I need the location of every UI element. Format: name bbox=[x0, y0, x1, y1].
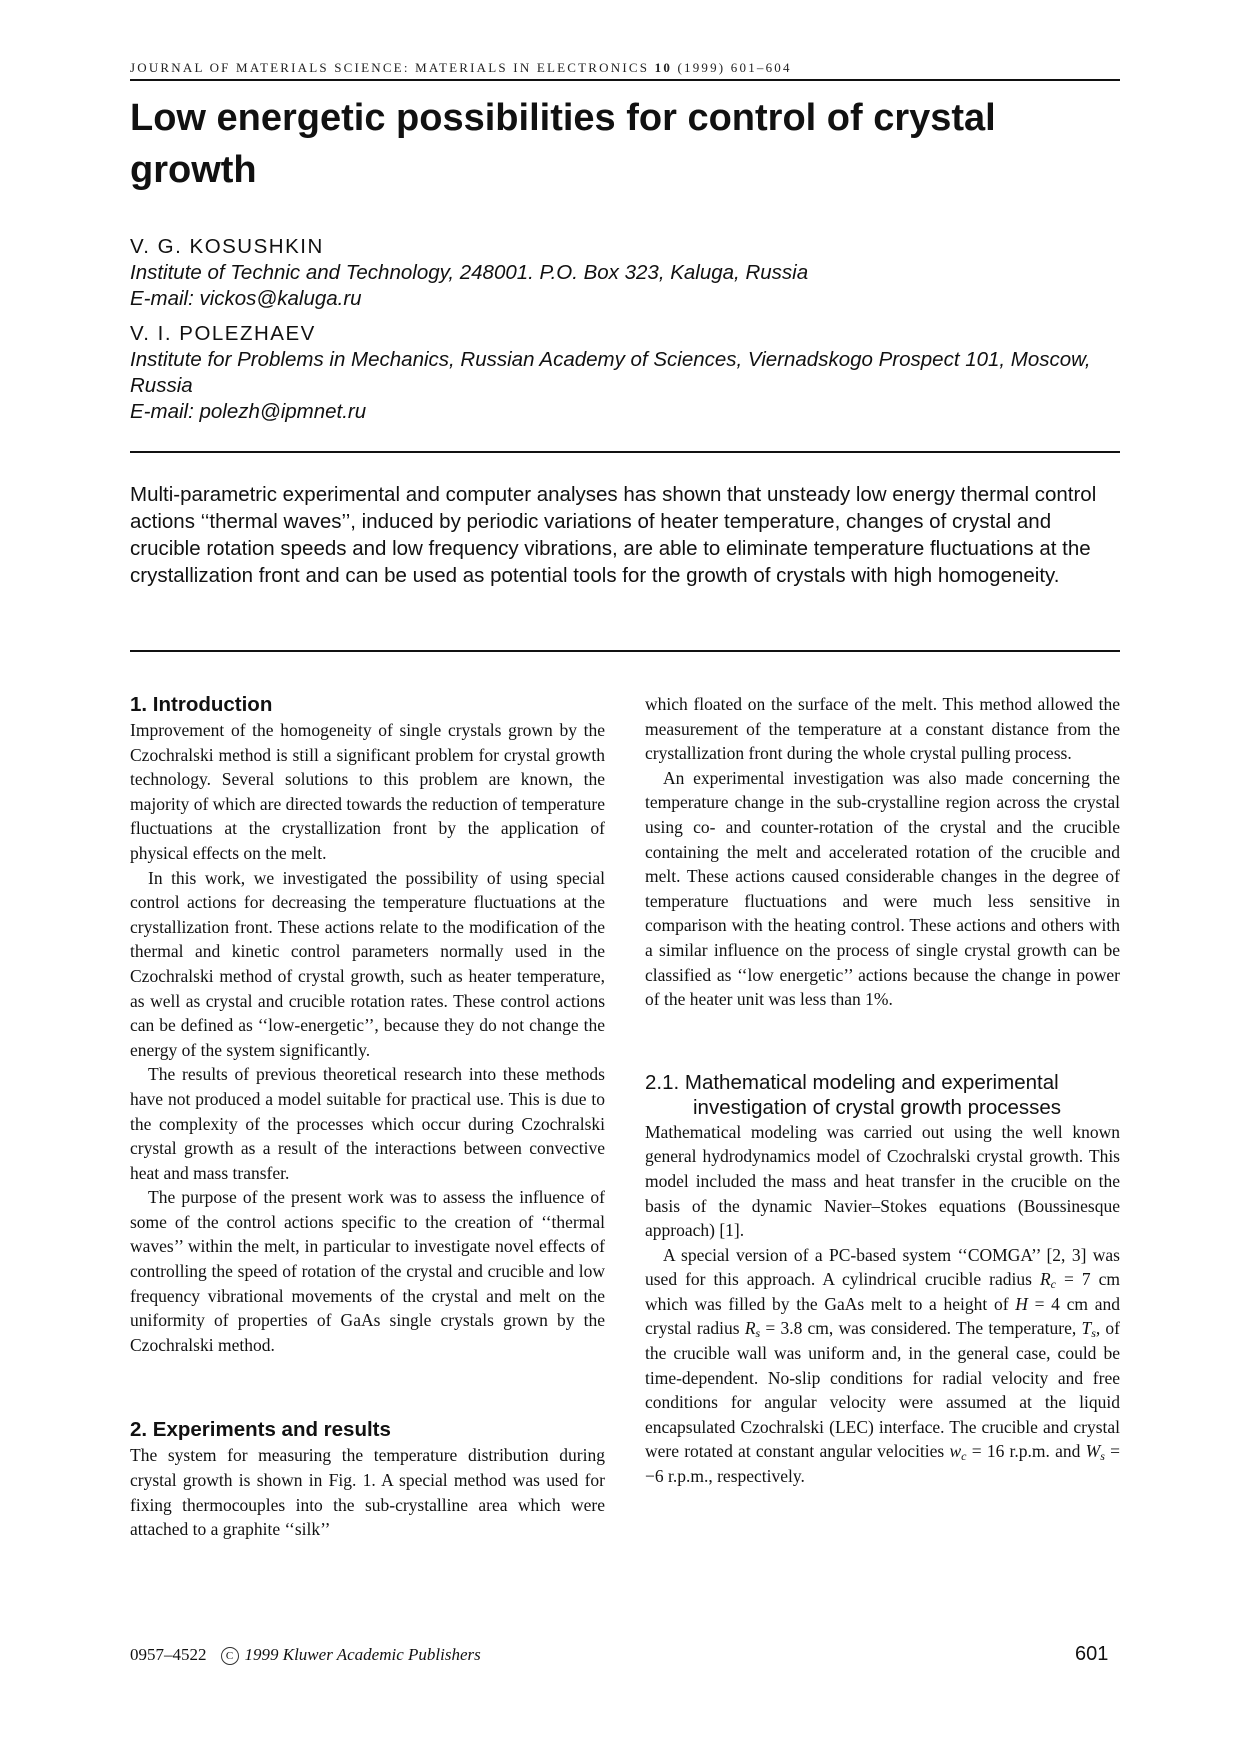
symbol-crystal-radius bbox=[744, 1318, 761, 1341]
author-block bbox=[130, 234, 1130, 312]
abstract: Multi-parametric experimental and computer analyses has shown that unsteady low energy thermal control actions ‘‘thermal waves’’, induced by periodic variations of heater temperature, changes of crystal and crucible rotation speeds and low frequency vibrations, are able to eliminate temperature fluctuations at the crystallization front and can be used as potential tools for the growth of crystals with high homogeneity. bbox=[130, 483, 1097, 587]
paragraph: In this work, we investigated the possibility of using special control actions for decreasing the temperature fluctuations at the crystallization front. These actions relate to the modification of the thermal and kinetic control parameters normally used in the Czochralski method of crystal growth, such as heater temperature, as well as crystal and crucible rotation rates. These control actions can be defined as ‘‘low-energetic’’, because they do not change the energy of the system significantly. bbox=[130, 867, 605, 1060]
author-email: E-mail: vickos@kaluga.ru bbox=[130, 287, 362, 310]
publisher: 1999 Kluwer Academic Publishers bbox=[244, 1645, 481, 1664]
journal-year-pages: (1999) 601–604 bbox=[672, 60, 792, 75]
text-run: = −6 r.p.m., respectively. bbox=[645, 1441, 1120, 1487]
section-heading-introduction: 1. Introduction bbox=[130, 693, 273, 716]
symbol-wall-temperature bbox=[1081, 1318, 1096, 1341]
copyright-icon: C bbox=[221, 1647, 239, 1665]
section-spacer bbox=[645, 1012, 1120, 1070]
math-symbol: w bbox=[949, 1441, 962, 1462]
text-run: = 7 cm which was filled by the GaAs melt to a height of bbox=[645, 1269, 1120, 1314]
issn: 0957–4522 bbox=[130, 1645, 207, 1664]
author-block bbox=[130, 321, 1130, 425]
paragraph: Mathematical modeling was carried out using the well known general hydrodynamics model of Czochralski crystal growth. This model included the mass and heat transfer in the crucible on the basis of the dynamic Navier–Stokes equations (Boussinesque approach) [1]. bbox=[645, 1121, 1120, 1241]
math-symbol: W bbox=[1085, 1441, 1101, 1462]
math-subscript: s bbox=[755, 1326, 761, 1341]
page-number: 601 bbox=[1075, 1643, 1109, 1665]
subsection-heading-modeling: 2.1. Mathematical modeling and experimental investigation of crystal growth processes bbox=[645, 1070, 1062, 1119]
paragraph: The purpose of the present work was to assess the influence of some of the control actions specific to the creation of ‘‘thermal waves’’ within the melt, in particular to investigate novel effects of controlling the speed of rotation of the crystal and crucible and low frequency vibrational movements of the crystal and melt on the uniformity of properties of GaAs single crystals grown by the Czochralski method. bbox=[130, 1187, 605, 1355]
footer-copyright bbox=[130, 1645, 481, 1665]
symbol-crystal-velocity bbox=[1085, 1441, 1105, 1464]
paragraph: Improvement of the homogeneity of single crystals grown by the Czochralski method is still a significant problem for crystal growth technology. Several solutions to this problem are known, the majority of which are directed towards the reduction of temperature fluctuations at the crystallization front by the application of physical effects on the melt. bbox=[130, 720, 605, 863]
paper-title: Low energetic possibilities for control of crystal growth bbox=[130, 97, 996, 191]
right-column bbox=[645, 692, 1120, 1489]
author-email: E-mail: polezh@ipmnet.ru bbox=[130, 400, 367, 423]
paragraph: The results of previous theoretical research into these methods have not produced a model suitable for practical use. This is due to the complexity of the processes which occur during Czochralski crystal growth as a result of the interactions between convective heat and mass transfer. bbox=[130, 1064, 605, 1183]
author-affiliation: Institute of Technic and Technology, 248001. P.O. Box 323, Kaluga, Russia bbox=[130, 261, 809, 284]
abstract-bottom-rule bbox=[130, 650, 1120, 652]
journal-header bbox=[130, 60, 1120, 76]
section-spacer bbox=[130, 1357, 605, 1417]
author-name: V. G. KOSUSHKIN bbox=[130, 235, 324, 258]
author-name: V. I. POLEZHAEV bbox=[130, 322, 316, 345]
symbol-height: H bbox=[1015, 1293, 1028, 1314]
text-run: = 16 r.p.m. and bbox=[966, 1441, 1086, 1462]
left-column bbox=[130, 692, 605, 1542]
journal-volume: 10 bbox=[654, 60, 673, 75]
journal-name: JOURNAL OF MATERIALS SCIENCE: MATERIALS IN ELECTRONICS bbox=[130, 60, 655, 75]
paragraph: An experimental investigation was also made concerning the temperature change in the sub-crystalline region across the crystal using co- and counter-rotation of the crystal and the crucible containing the melt and accelerated rotation of the crucible and melt. These actions caused considerable changes in the degree of temperature fluctuations and were much less sensitive in comparison with the heating control. These actions and others with a similar influence on the process of single crystal growth can be classified as ‘‘low energetic’’ actions because the change in power of the heater unit was less than 1%. bbox=[645, 767, 1120, 1010]
paragraph: The system for measuring the temperature distribution during crystal growth is shown in Fig. 1. A special method was used for fixing thermocouples into the sub-crystalline area which were attached to a graphite ‘‘silk’’ bbox=[130, 1445, 605, 1540]
text-run: , of the crucible wall was uniform and, in the general case, could be time-dependent. No-slip conditions for radial velocity and free conditions for angular velocity were assumed at the liquid encapsulated Czochralski (LEC) interface. The crucible and crystal were rotated at constant angular velocities bbox=[645, 1318, 1121, 1462]
math-symbol: R bbox=[744, 1318, 756, 1339]
math-subscript: c bbox=[1050, 1277, 1056, 1292]
abstract-top-rule bbox=[130, 451, 1120, 453]
author-affiliation: Institute for Problems in Mechanics, Russian Academy of Sciences, Viernadskogo Prospect 101, Moscow, Russia bbox=[130, 348, 1091, 397]
math-subscript: c bbox=[961, 1449, 967, 1464]
text-run: = 4 cm and crystal radius bbox=[645, 1293, 1120, 1339]
header-rule bbox=[130, 79, 1120, 81]
math-symbol: R bbox=[1039, 1269, 1051, 1290]
paragraph: which floated on the surface of the melt. This method allowed the measurement of the temperature at a constant distance from the crystallization front during the whole crystal pulling process. bbox=[645, 694, 1120, 764]
math-subscript: s bbox=[1091, 1326, 1096, 1341]
symbol-crucible-radius bbox=[1039, 1269, 1056, 1292]
text-run: = 3.8 cm, was considered. The temperature, bbox=[760, 1318, 1082, 1339]
math-subscript: s bbox=[1100, 1449, 1105, 1464]
paragraph-with-math bbox=[645, 1243, 1120, 1489]
author-list bbox=[130, 234, 1130, 425]
section-heading-experiments: 2. Experiments and results bbox=[130, 1418, 391, 1442]
text-run: A special version of a PC-based system ‘‘COMGA’’ [2, 3] was used for this approach. A cylindrical crucible radius bbox=[645, 1244, 1120, 1290]
math-symbol: T bbox=[1081, 1318, 1092, 1339]
symbol-crucible-velocity bbox=[949, 1441, 967, 1464]
